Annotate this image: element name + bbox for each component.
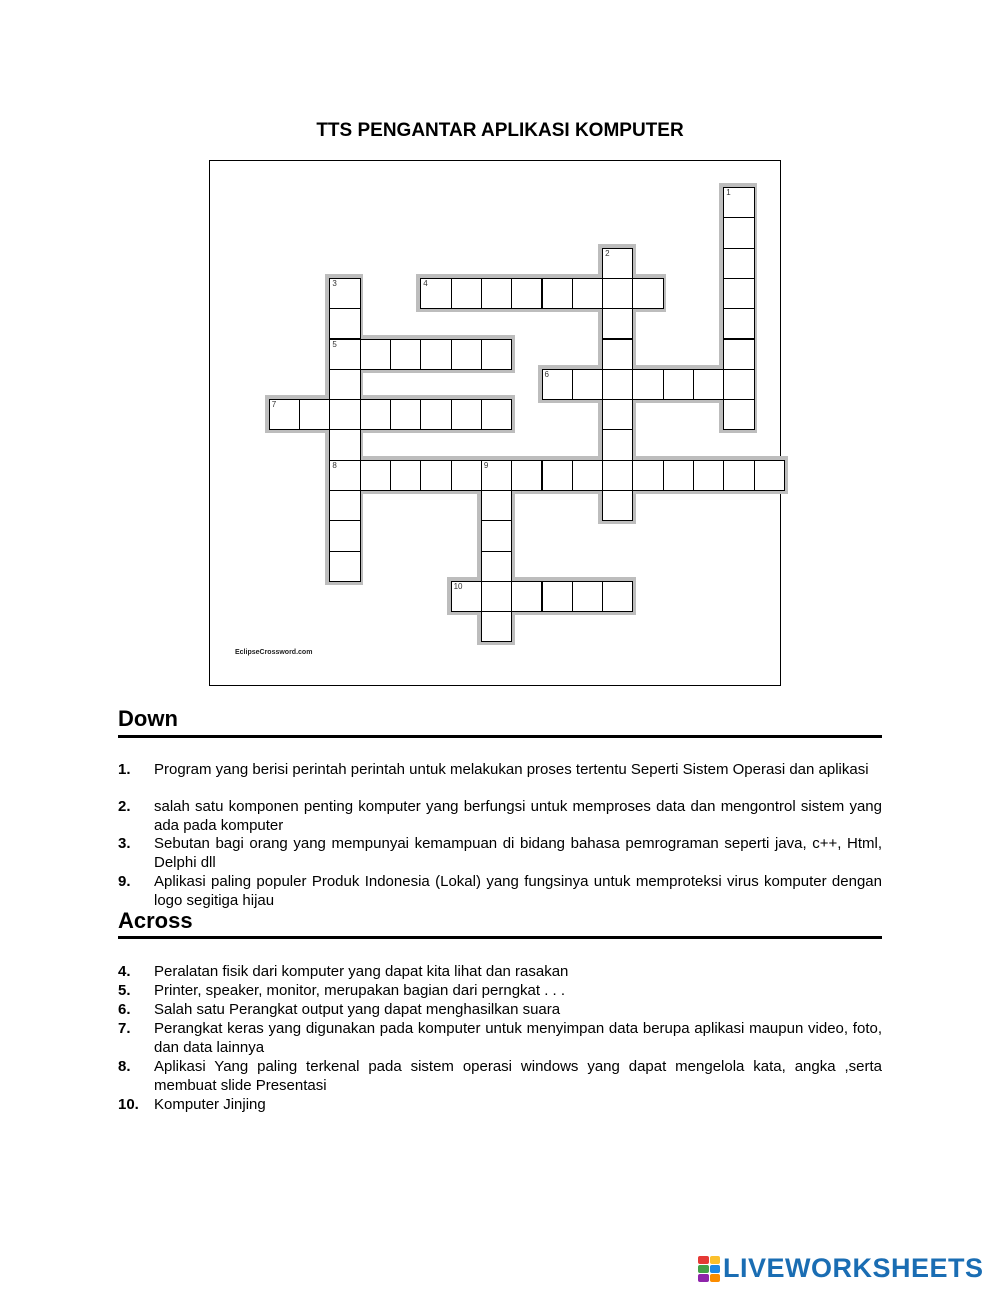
- crossword-cell[interactable]: [602, 399, 633, 430]
- crossword-cell[interactable]: [451, 581, 482, 612]
- crossword-cell[interactable]: [451, 460, 482, 491]
- crossword-cell[interactable]: [602, 308, 633, 339]
- clue-text: Aplikasi Yang paling terkenal pada sistem operasi windows yang dapat mengelola kata, angka ,serta membuat slide Presentasi: [154, 1058, 882, 1094]
- crossword-cell[interactable]: [360, 339, 391, 370]
- crossword-cell[interactable]: [693, 460, 724, 491]
- crossword-cell[interactable]: [511, 278, 542, 309]
- crossword-cell[interactable]: [572, 581, 603, 612]
- crossword-cell[interactable]: [481, 339, 512, 370]
- crossword-cell[interactable]: [693, 369, 724, 400]
- crossword-cell[interactable]: [723, 187, 754, 218]
- crossword-cell[interactable]: [754, 460, 785, 491]
- cell-clue-number: 4: [423, 278, 428, 288]
- crossword-cell[interactable]: [723, 308, 754, 339]
- cell-clue-number: 8: [332, 460, 337, 470]
- crossword-cell[interactable]: [663, 460, 694, 491]
- crossword-cell[interactable]: [542, 581, 573, 612]
- down-heading: Down: [118, 706, 178, 731]
- crossword-cell[interactable]: [329, 369, 360, 400]
- crossword-cell[interactable]: [481, 278, 512, 309]
- crossword-cell[interactable]: [420, 399, 451, 430]
- crossword-cell[interactable]: [481, 460, 512, 491]
- crossword-cell[interactable]: [451, 399, 482, 430]
- cell-clue-number: 6: [544, 369, 549, 379]
- crossword-cell[interactable]: [481, 551, 512, 582]
- crossword-cell[interactable]: [481, 399, 512, 430]
- crossword-credit: EclipseCrossword.com: [235, 649, 313, 656]
- clue-text: Salah satu Perangkat output yang dapat menghasilkan suara: [154, 1001, 561, 1018]
- across-divider: [118, 936, 882, 939]
- liveworksheets-logo: [698, 1253, 984, 1284]
- crossword-cell[interactable]: [511, 581, 542, 612]
- crossword-cell[interactable]: [602, 339, 633, 370]
- crossword-cell[interactable]: [269, 399, 300, 430]
- crossword-cell[interactable]: [451, 339, 482, 370]
- crossword-cell[interactable]: [390, 339, 421, 370]
- crossword-cell[interactable]: [329, 399, 360, 430]
- crossword-cell[interactable]: [481, 581, 512, 612]
- crossword-cell[interactable]: [602, 278, 633, 309]
- clue-text: Printer, speaker, monitor, merupakan bagian dari perngkat . . .: [154, 982, 566, 999]
- clue-number: 8.: [118, 1058, 131, 1075]
- crossword-cell[interactable]: [602, 581, 633, 612]
- worksheet-title: TTS PENGANTAR APLIKASI KOMPUTER: [316, 120, 684, 141]
- crossword-cell[interactable]: [329, 490, 360, 521]
- clue-number: 6.: [118, 1001, 131, 1018]
- crossword-cell[interactable]: [572, 278, 603, 309]
- crossword-cell[interactable]: [360, 460, 391, 491]
- cell-clue-number: 9: [483, 460, 489, 470]
- crossword-cell[interactable]: [572, 460, 603, 491]
- clue-text: Peralatan fisik dari komputer yang dapat kita lihat dan rasakan: [154, 963, 569, 980]
- clue-text: Perangkat keras yang digunakan pada komputer untuk menyimpan data berupa aplikasi maupun video, foto, dan data lainnya: [154, 1020, 882, 1056]
- clue-number: 2.: [118, 798, 131, 815]
- crossword-cell[interactable]: [723, 248, 754, 279]
- crossword-cell[interactable]: [481, 490, 512, 521]
- crossword-cell[interactable]: [723, 369, 754, 400]
- down-divider: [118, 735, 882, 738]
- crossword-cell[interactable]: [481, 520, 512, 551]
- crossword-grid: [209, 160, 781, 686]
- crossword-cell[interactable]: [420, 339, 451, 370]
- crossword-cell[interactable]: [723, 399, 754, 430]
- crossword-cell[interactable]: [632, 460, 663, 491]
- crossword-cell[interactable]: [329, 460, 360, 491]
- clue-number: 1.: [118, 761, 131, 778]
- clue-text: Sebutan bagi orang yang mempunyai kemampuan di bidang bahasa pemrograman seperti java, c++, Html, Delphi dll: [154, 835, 882, 871]
- crossword-cell[interactable]: [329, 278, 360, 309]
- cell-clue-number: 10: [453, 581, 463, 591]
- crossword-cell[interactable]: [481, 611, 512, 642]
- crossword-cell[interactable]: [602, 460, 633, 491]
- crossword-cell[interactable]: [420, 278, 451, 309]
- clue-text: Aplikasi paling populer Produk Indonesia (Lokal) yang fungsinya untuk memproteksi virus komputer dengan logo segitiga hijau: [154, 873, 882, 909]
- crossword-cell[interactable]: [663, 369, 694, 400]
- cell-clue-number: 7: [271, 400, 277, 410]
- crossword-cell[interactable]: [542, 278, 573, 309]
- crossword-cell[interactable]: [572, 369, 603, 400]
- crossword-cell[interactable]: [360, 399, 391, 430]
- clue-text: salah satu komponen penting komputer yang berfungsi untuk memproses data dan mengontrol sistem yang ada pada komputer: [154, 798, 882, 834]
- crossword-cell[interactable]: [632, 278, 663, 309]
- crossword-cell[interactable]: [299, 399, 330, 430]
- crossword-cell[interactable]: [329, 551, 360, 582]
- crossword-cell[interactable]: [329, 429, 360, 460]
- crossword-cell[interactable]: [602, 248, 633, 279]
- crossword-cell[interactable]: [390, 460, 421, 491]
- crossword-cell[interactable]: [329, 308, 360, 339]
- clue-number: 3.: [118, 835, 131, 852]
- brand-wordmark: LIVEWORKSHEETS: [723, 1253, 984, 1283]
- crossword-cell[interactable]: [723, 339, 754, 370]
- liveworksheets-mark-icon: [698, 1256, 720, 1282]
- cell-clue-number: 3: [332, 278, 337, 288]
- cell-clue-number: 2: [605, 248, 610, 258]
- crossword-cell[interactable]: [723, 460, 754, 491]
- crossword-cell[interactable]: [602, 490, 633, 521]
- crossword-cell[interactable]: [329, 339, 360, 370]
- clue-number: 10.: [118, 1096, 139, 1113]
- crossword-cell[interactable]: [602, 429, 633, 460]
- crossword-cell[interactable]: [511, 460, 542, 491]
- crossword-cell[interactable]: [602, 369, 633, 400]
- clue-number: 9.: [118, 873, 131, 890]
- cell-clue-number: 5: [332, 339, 337, 349]
- cell-clue-number: 1: [726, 188, 731, 197]
- crossword-cell[interactable]: [542, 369, 573, 400]
- crossword-cell[interactable]: [632, 369, 663, 400]
- crossword-cell[interactable]: [451, 278, 482, 309]
- clue-text: Program yang berisi perintah perintah untuk melakukan proses tertentu Seperti Sistem Operasi dan aplikasi: [154, 761, 869, 778]
- crossword-cell[interactable]: [723, 217, 754, 248]
- clue-number: 5.: [118, 982, 131, 999]
- crossword-cell[interactable]: [329, 520, 360, 551]
- crossword-cell[interactable]: [723, 278, 754, 309]
- clue-number: 7.: [118, 1020, 131, 1037]
- clue-number: 4.: [118, 963, 131, 980]
- crossword-cell[interactable]: [390, 399, 421, 430]
- across-heading: Across: [118, 908, 193, 933]
- crossword-cell[interactable]: [420, 460, 451, 491]
- clue-text: Komputer Jinjing: [154, 1096, 266, 1113]
- crossword-cell[interactable]: [542, 460, 573, 491]
